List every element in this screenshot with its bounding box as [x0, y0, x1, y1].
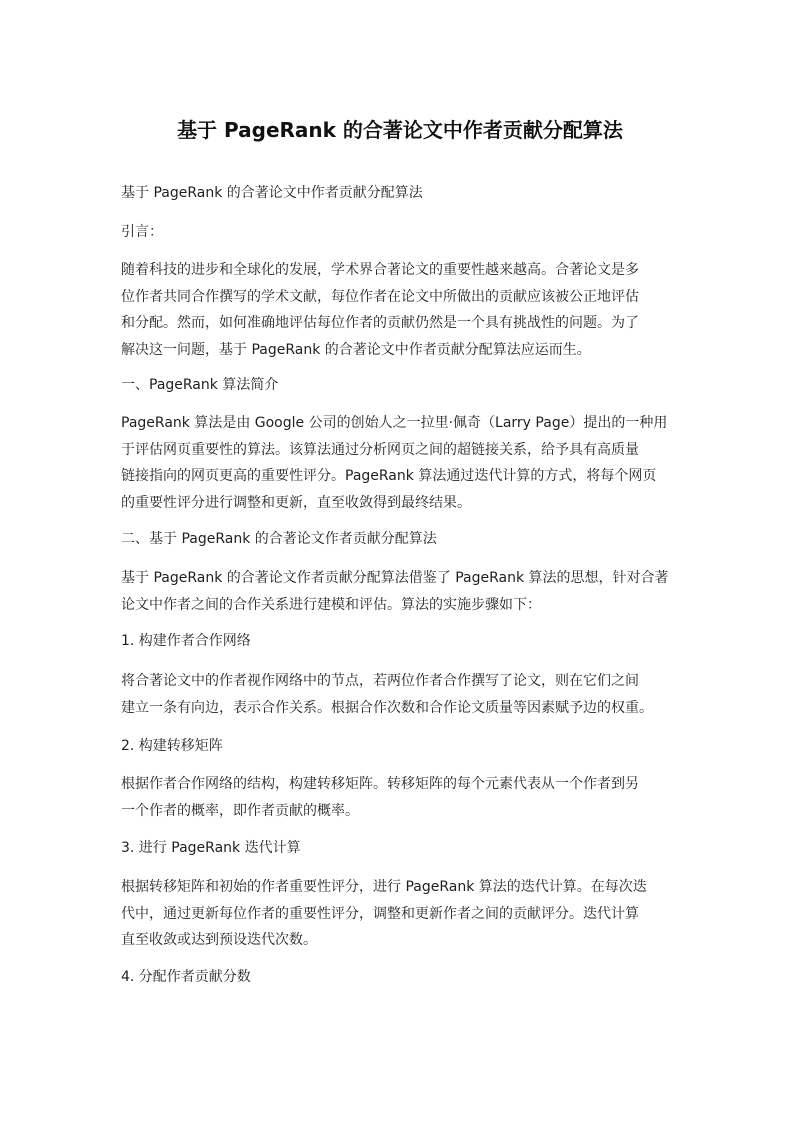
pagerank-paragraph: [121, 410, 681, 516]
step-heading-1: [121, 628, 681, 655]
text-line: 直至收敛或达到预设迭代次数。: [121, 932, 317, 948]
step-heading-4: [121, 964, 681, 991]
section-heading-2: [121, 526, 681, 553]
text-line: 根据转移矩阵和初始的作者重要性评分，进行 PageRank 算法的迭代计算。在每次迭: [121, 879, 647, 895]
text-line: 一、PageRank 算法简介: [121, 377, 279, 393]
step-paragraph-2: [121, 771, 681, 824]
text-line: 1. 构建作者合作网络: [121, 633, 251, 649]
text-line: 引言：: [121, 224, 163, 240]
step-paragraph-1: [121, 668, 681, 721]
text-line: 根据作者合作网络的结构，构建转移矩阵。转移矩阵的每个元素代表从一个作者到另: [121, 776, 639, 792]
text-line: 基于 PageRank 的合著论文作者贡献分配算法借鉴了 PageRank 算法的思想，针对合著: [121, 570, 669, 586]
text-line: 4. 分配作者贡献分数: [121, 969, 251, 985]
text-line: 链接指向的网页更高的重要性评分。PageRank 算法通过迭代计算的方式，将每个网页: [121, 468, 657, 484]
step-heading-3: [121, 835, 681, 862]
text-line: 论文中作者之间的合作关系进行建模和评估。算法的实施步骤如下：: [121, 596, 541, 613]
text-line: 位作者共同合作撰写的学术文献，每位作者在论文中所做出的贡献应该被公正地评估: [121, 288, 639, 305]
text-line: 建立一条有向边，表示合作关系。根据合作次数和合作论文质量等因素赋予边的权重。: [121, 699, 653, 716]
text-line: 于评估网页重要性的算法。该算法通过分析网页之间的超链接关系，给予具有高质量: [121, 441, 639, 458]
step-paragraph-3: [121, 874, 681, 954]
text-line: 基于 PageRank 的合著论文中作者贡献分配算法: [121, 185, 423, 201]
text-line: 将合著论文中的作者视作网络中的节点，若两位作者合作撰写了论文，则在它们之间: [121, 673, 639, 689]
intro-heading: [121, 219, 681, 246]
text-line: 的重要性评分进行调整和更新，直至收敛得到最终结果。: [121, 494, 471, 511]
text-line: 3. 进行 PageRank 迭代计算: [121, 840, 301, 856]
intro-paragraph: [121, 257, 681, 363]
subtitle-paragraph: [121, 180, 681, 207]
section-heading-1: [121, 372, 681, 399]
text-line: 解决这一问题，基于 PageRank 的合著论文中作者贡献分配算法应运而生。: [121, 341, 591, 358]
step-heading-2: [121, 733, 681, 760]
text-line: 和分配。然而，如何准确地评估每位作者的贡献仍然是一个具有挑战性的问题。为了: [121, 315, 639, 331]
text-line: 二、基于 PageRank 的合著论文作者贡献分配算法: [121, 531, 437, 547]
text-line: 2. 构建转移矩阵: [121, 738, 223, 754]
document-title: 基于 PageRank 的合著论文中作者贡献分配算法: [177, 118, 623, 142]
text-line: PageRank 算法是由 Google 公司的创始人之一拉里·佩奇（Larry Page）提出的一种用: [121, 415, 668, 431]
text-line: 随着科技的进步和全球化的发展，学术界合著论文的重要性越来越高。合著论文是多: [121, 262, 639, 278]
algorithm-paragraph: [121, 565, 681, 618]
text-line: 代中，通过更新每位作者的重要性评分，调整和更新作者之间的贡献评分。迭代计算: [121, 905, 639, 922]
text-line: 一个作者的概率，即作者贡献的概率。: [121, 802, 359, 819]
